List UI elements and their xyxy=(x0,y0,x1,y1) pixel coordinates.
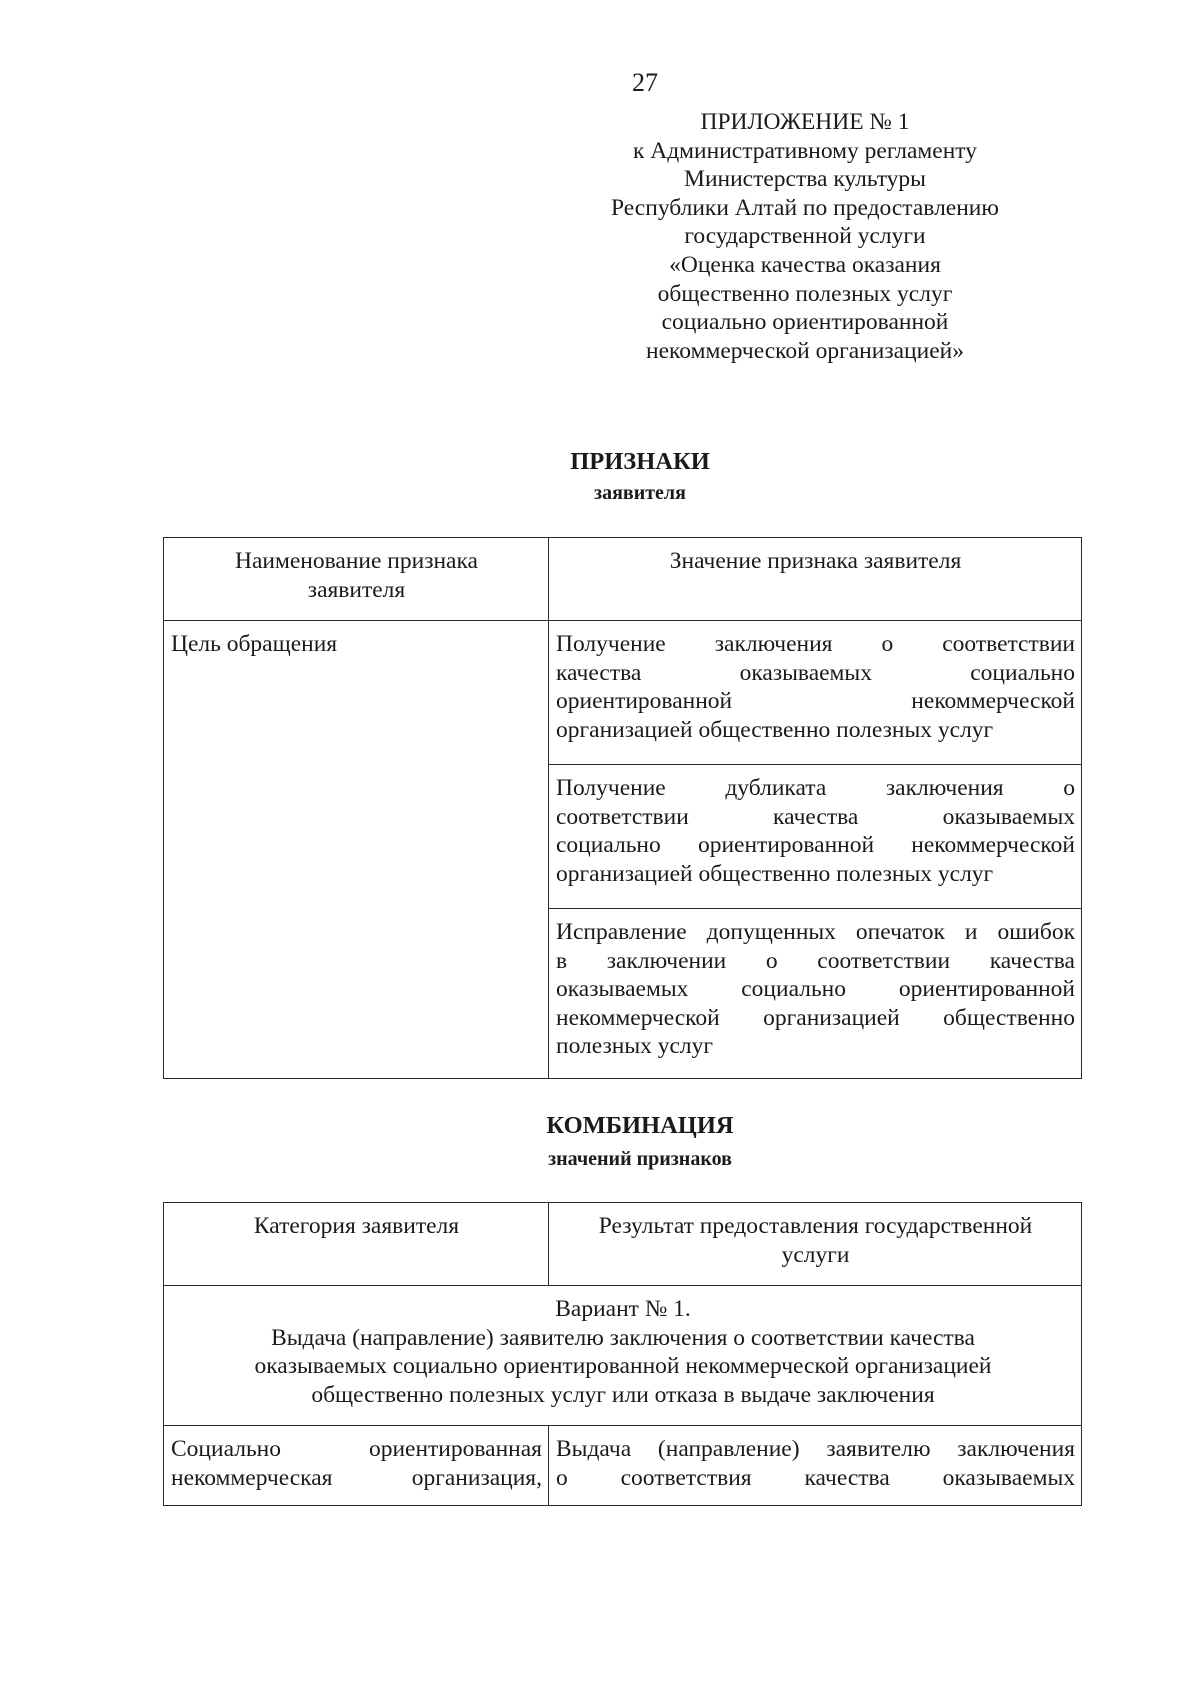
appendix-line: некоммерческой организацией» xyxy=(646,337,964,364)
text-line: организацией общественно полезных услуг xyxy=(556,860,994,887)
header-text: Результат предоставления государственной xyxy=(598,1213,1033,1239)
appendix-line: «Оценка качества оказания xyxy=(669,251,941,278)
text-line: полезных услуг xyxy=(556,1033,714,1060)
applicant-category-cell xyxy=(164,1426,549,1506)
service-result-cell xyxy=(549,1426,1082,1506)
header-text: Наименование признака xyxy=(235,548,478,574)
text-line: оказываемых социально ориентированной некоммерческой организацией xyxy=(254,1353,992,1380)
attribute-value-3 xyxy=(549,909,1082,1079)
variant-1 xyxy=(164,1286,1082,1426)
appendix-line: общественно полезных услуг xyxy=(657,280,953,307)
header-service-result xyxy=(549,1203,1082,1286)
section1-subtitle: заявителя xyxy=(594,482,686,504)
appendix-line: социально ориентированной xyxy=(661,309,949,336)
table-header-row xyxy=(164,538,1082,621)
header-attribute-value: Значение признака заявителя xyxy=(549,538,1082,621)
text-line: социально ориентированной некоммерческой xyxy=(556,832,1075,859)
appendix-line: государственной услуги xyxy=(684,223,926,250)
text-line: о соответствия качества оказываемых xyxy=(556,1464,1075,1491)
section1-title: ПРИЗНАКИ xyxy=(570,448,710,475)
header-text: услуги xyxy=(781,1241,850,1268)
text-line: качества оказываемых социально xyxy=(556,659,1075,686)
table-header-row xyxy=(164,1203,1082,1286)
text-line: соответствии качества оказываемых xyxy=(556,803,1075,830)
text-line: Получение дубликата заключения о xyxy=(556,775,1075,801)
header-applicant-category: Категория заявителя xyxy=(164,1203,549,1286)
variant-row xyxy=(164,1286,1082,1426)
text-line: Выдача (направление) заявителю заключения xyxy=(556,1436,1075,1462)
text-line: Выдача (направление) заявителю заключения о соответствии качества xyxy=(271,1324,975,1351)
text-line: Социально ориентированная xyxy=(171,1436,542,1462)
text-line: Исправление допущенных опечаток и ошибок xyxy=(556,919,1075,945)
appendix-line: Министерства культуры xyxy=(684,166,926,193)
attribute-value-1 xyxy=(549,621,1082,765)
table-row xyxy=(164,1426,1082,1506)
header-attribute-name xyxy=(164,538,549,621)
section2-subtitle: значений признаков xyxy=(548,1148,732,1170)
page-number: 27 xyxy=(632,68,658,97)
applicant-attributes-table xyxy=(163,537,1082,1079)
appendix-line: Республики Алтай по предоставлению xyxy=(611,194,999,221)
section2-title: КОМБИНАЦИЯ xyxy=(546,1112,734,1139)
text-line: оказываемых социально ориентированной xyxy=(556,976,1075,1003)
text-line: Получение заключения о соответствии xyxy=(556,631,1075,657)
table-row xyxy=(164,621,1082,765)
appendix-line: ПРИЛОЖЕНИЕ № 1 xyxy=(700,109,910,135)
header-text: заявителя xyxy=(307,576,406,603)
text-line: ориентированной некоммерческой xyxy=(556,688,1075,715)
variant-title: Вариант № 1. xyxy=(555,1296,691,1322)
text-line: некоммерческой организацией общественно xyxy=(556,1004,1075,1031)
text-line: организацией общественно полезных услуг xyxy=(556,716,994,743)
attribute-combination-table xyxy=(163,1202,1082,1506)
text-line: некоммерческая организация, xyxy=(171,1464,542,1491)
text-line: в заключении о соответствии качества xyxy=(556,947,1075,974)
appendix-line: к Административному регламенту xyxy=(632,137,978,164)
attribute-value-2 xyxy=(549,765,1082,909)
text-line: общественно полезных услуг или отказа в выдаче заключения xyxy=(311,1381,935,1408)
appendix-header xyxy=(605,108,1005,365)
row-label-purpose: Цель обращения xyxy=(164,621,549,1079)
